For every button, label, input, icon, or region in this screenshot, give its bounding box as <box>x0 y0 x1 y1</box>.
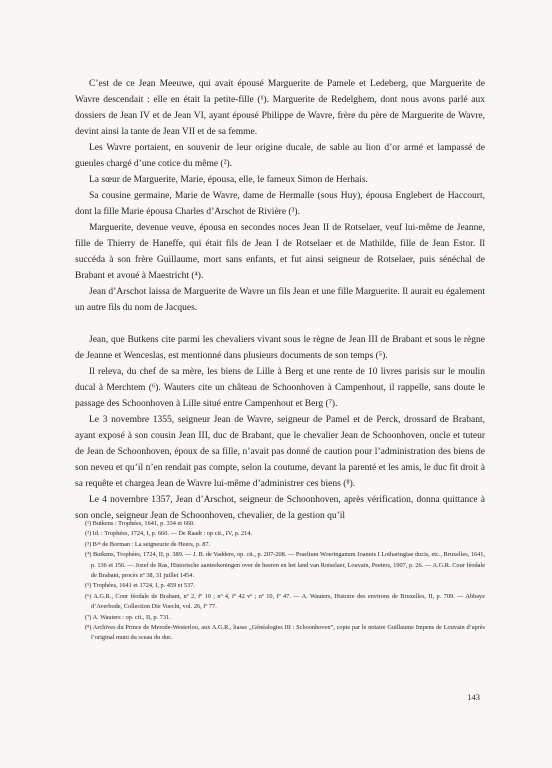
paragraph: Le 4 novembre 1357, Jean d’Arschot, seigneur de Schoonhoven, après vérification, donna quittance à son oncle, seigneur Jean de Schoonhoven, chevalier, de la gestion qu’il <box>75 495 485 521</box>
paragraph: La sœur de Marguerite, Marie, épousa, elle, le fameux Simon de Herhais. <box>89 175 368 185</box>
paragraph: Sa cousine germaine, Marie de Wavre, dame de Hermalle (sous Huy), épousa Englebert de Haccourt, dont la fille Marie épousa Charles d’Arschot de Rivière (³). <box>75 191 485 217</box>
paragraph: C’est de ce Jean Meeuwe, qui avait épousé Marguerite de Pamele et Ledeberg, que Marguerite de Wavre descendait : elle en était la petite-fille (¹). Marguerite de Redelghem, dont nous avons parlé aux dossiers de Jean IV et de Jean VI, ayant épousé Philippe de Wavre, frère du père de Marguerite de Wavre, devint ainsi la tante de Jean VII et de sa femme. <box>75 79 485 137</box>
footnote: (⁸) Archives du Prince de Merode-Westerloo, aux A.G.R., liasse „Généalogies III : Schoonhoven”, copie par le notaire Guillaume Impens de Louvain d’après l’original muni du sceau du duc. <box>85 624 485 642</box>
footnote: (⁷) A. Wauters : op. cit., II, p. 731. <box>85 613 171 621</box>
paragraph: Jean d’Arschot laissa de Marguerite de Wavre un fils Jean et une fille Marguerite. Il aurait eu également un autre fils du nom de Jacques. <box>75 287 485 313</box>
paragraph: Les Wavre portaient, en souvenir de leur origine ducale, de sable au lion d’or armé et lampassé de gueules chargé d’une cotice du même (²). <box>75 143 485 169</box>
paragraph: Marguerite, devenue veuve, épousa en secondes noces Jean II de Rotselaer, veuf lui-même de Jeanne, fille de Thierry de Haneffe, qui était fils de Jean I de Rotselaer et de Mathilde, fille de Jean Estor. Il succéda à son frère Guillaume, mort sans enfants, et fut ainsi seigneur de Rotselaer, puis sénéchal de Brabant et avoué à Maestricht (⁴). <box>75 223 485 281</box>
footnotes <box>75 519 485 644</box>
footnote: (⁴) Butkens, Trophées, 1724, II, p. 389. — J. B. de Vaddere, op. cit., p. 207-208. — Praelium Woeringanum Joannis I Lotharingiae ducis, etc., Bruxelles, 1641, p. 136 et 156. — Jozef de Ras, Historische aanteekeningen over de heeren en het land van Rotselaer, Louvain, Peeters, 1907, p. 26. — A.G.R. Cour féodale de Brabant, procès nº 38, 31 juillet 1454. <box>85 551 485 580</box>
footnote: (¹) Butkens : Trophées, 1641, p. 334 et 660. <box>85 520 195 527</box>
page-number: 143 <box>467 692 480 702</box>
footnote: (³) Bᵒⁿ de Borman : La seigneurie de Heers, p. 87. <box>85 540 211 548</box>
body-text <box>75 76 485 524</box>
paragraph: Jean, que Butkens cite parmi les chevaliers vivant sous le règne de Jean III de Brabant et sous le règne de Jeanne et Wenceslas, est mentionné dans plusieurs documents de son temps (⁵). <box>75 335 485 361</box>
footnote: (⁵) Trophées, 1641 et 1724, I, p. 459 et 537. <box>85 582 195 590</box>
paragraph: Il releva, du chef de sa mère, les biens de Lille à Berg et une rente de 10 livres parisis sur le moulin ducal à Merchtem (⁶). Wauters cite un château de Schoonhoven à Campenhout, il rappelle, sans doute le passage des Schoonhoven à Lille situé entre Campenhout et Berg (⁷). <box>75 367 485 409</box>
footnote: (²) Id. : Trophées, 1724, I, p. 660. — De Raadt : op cit., IV, p. 214. <box>85 530 253 538</box>
footnote: (⁶) A.G.R., Cour féodale de Brabant, nº 2, fº 10 ; nº 4, fº 42 vº ; nº 10, fº 47. — A. Wauters, Histoire des environs de Bruxelles, II, p. 709. — Abbaye d’Averbode, Collection Die Voecht, vol. 26, fº 77. <box>85 592 485 611</box>
paragraph: Le 3 novembre 1355, seigneur Jean de Wavre, seigneur de Pamel et de Perck, drossard de Brabant, ayant exposé à son cousin Jean III, duc de Brabant, que le chevalier Jean de Schoonhoven, oncle et tuteur de Jean de Schoonhoven, époux de sa fille, n’avait pas donné de caution pour l’administration des biens de son neveu et qu’il n’en rendait pas compte, selon la coutume, devant la parenté et les amis, le duc fit droit à sa requête et chargea Jean de Wavre lui-même d’administrer ces biens (⁸). <box>75 415 485 489</box>
